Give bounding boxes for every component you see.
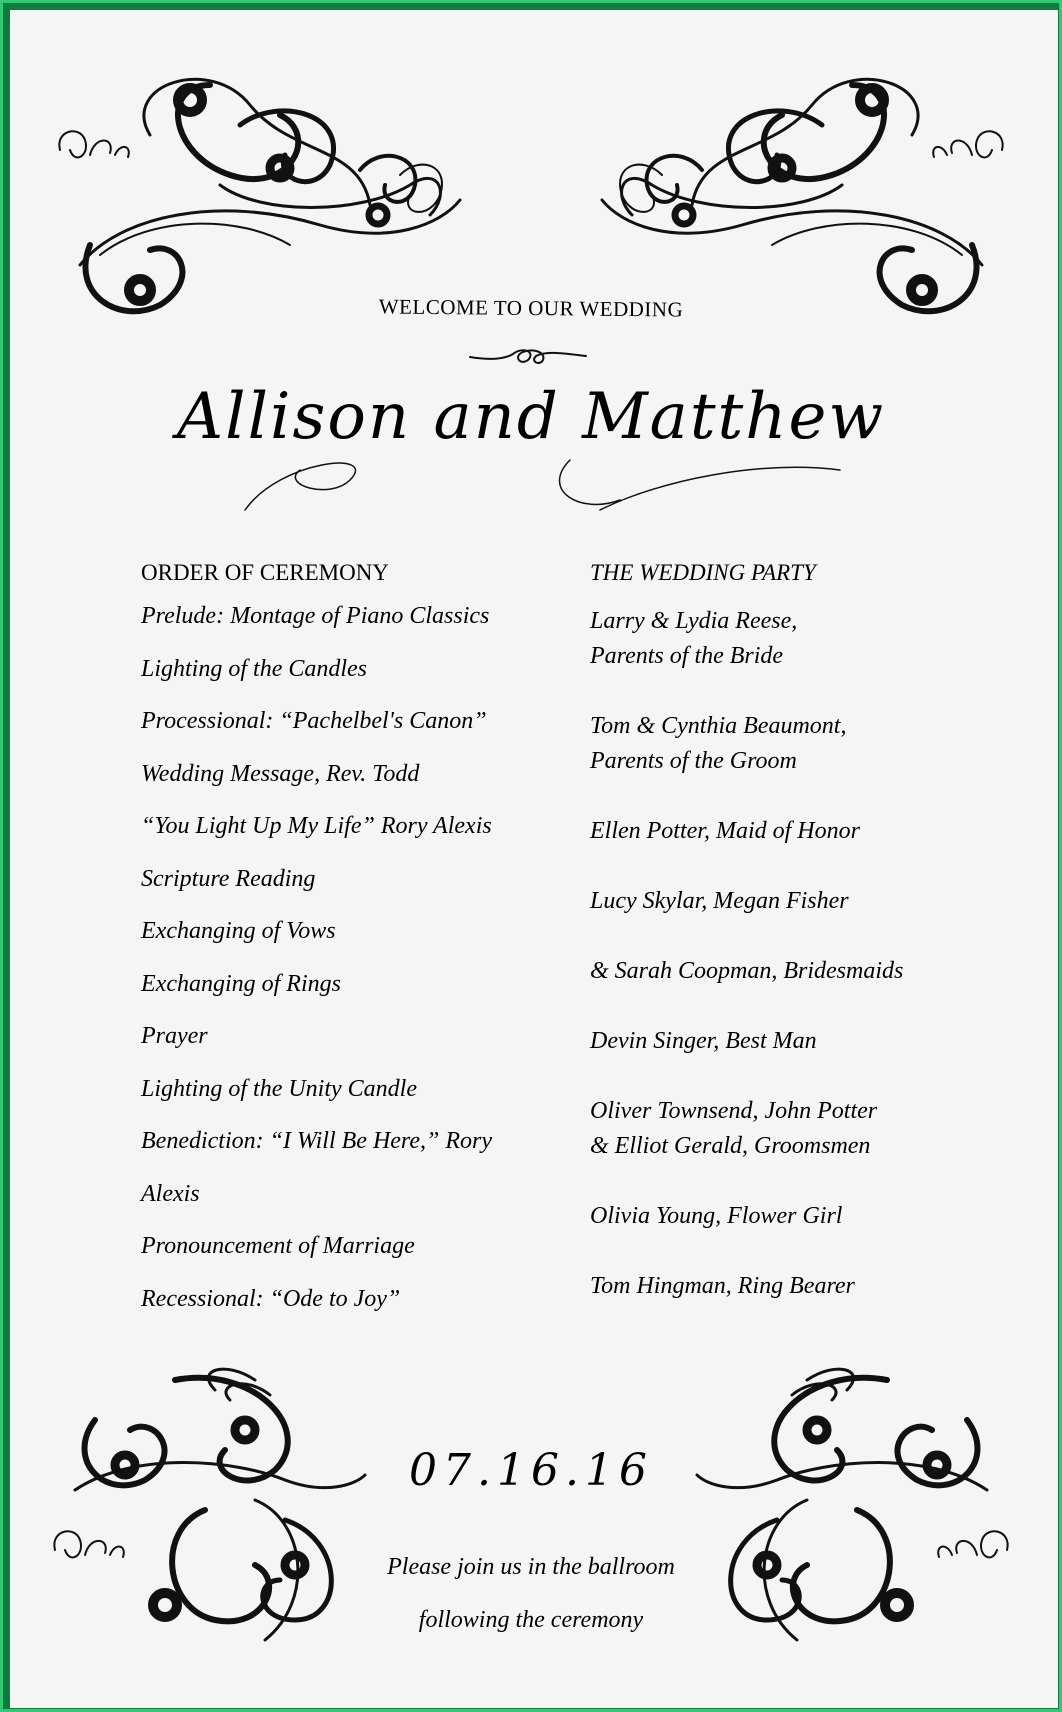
- ceremony-item: Prelude: Montage of Piano Classics: [141, 603, 490, 629]
- wedding-party-heading: THE WEDDING PARTY: [590, 560, 816, 585]
- party-entry-line: Olivia Young, Flower Girl: [590, 1203, 843, 1229]
- welcome-heading: WELCOME TO OUR WEDDING: [378, 294, 684, 322]
- wedding-date: 07.16.16: [409, 1445, 653, 1496]
- couple-names: Allison and Matthew: [176, 380, 886, 454]
- ceremony-item: Alexis: [141, 1180, 200, 1207]
- wedding-party-column: [590, 560, 1020, 1339]
- party-entry: [590, 709, 1020, 779]
- ceremony-item: Processional: “Pachelbel's Canon”: [141, 708, 487, 734]
- ceremony-item: Pronouncement of Marriage: [141, 1233, 415, 1259]
- party-entry: [590, 1094, 1020, 1164]
- ceremony-item: Scripture Reading: [141, 865, 316, 892]
- party-entry-line: Tom & Cynthia Beaumont,: [590, 713, 847, 739]
- party-entry: [590, 604, 1020, 674]
- ceremony-item: Exchanging of Rings: [141, 970, 341, 997]
- party-entry: [590, 814, 1020, 849]
- party-entry-line: Parents of the Bride: [590, 643, 784, 669]
- party-entry: [590, 884, 1020, 919]
- ceremony-item: Lighting of the Candles: [141, 655, 368, 682]
- party-entry: [590, 1199, 1020, 1234]
- party-entry: [590, 1269, 1020, 1304]
- ceremony-item: Lighting of the Unity Candle: [141, 1075, 417, 1102]
- ceremony-item: Wedding Message, Rev. Todd: [141, 760, 420, 787]
- reception-note-line-1: Please join us in the ballroom: [387, 1554, 675, 1580]
- party-entry-line: Parents of the Groom: [590, 748, 797, 774]
- reception-note-line-2: following the ceremony: [418, 1607, 644, 1633]
- ceremony-item: Prayer: [141, 1023, 208, 1049]
- party-entry: [590, 954, 1020, 989]
- party-entry: [590, 1024, 1020, 1059]
- party-entry-line: Ellen Potter, Maid of Honor: [590, 818, 860, 844]
- ceremony-item: Exchanging of Vows: [141, 918, 336, 944]
- party-entry-line: & Sarah Coopman, Bridesmaids: [590, 958, 904, 984]
- party-entry-line: Oliver Townsend, John Potter: [590, 1098, 878, 1124]
- names-underline-swash: [240, 440, 860, 520]
- ceremony-item: Recessional: “Ode to Joy”: [141, 1285, 401, 1312]
- party-entry-line: & Elliot Gerald, Groomsmen: [590, 1133, 871, 1159]
- order-of-ceremony-column: [141, 560, 561, 1339]
- order-of-ceremony-heading: ORDER OF CEREMONY: [141, 560, 389, 585]
- party-entry-line: Larry & Lydia Reese,: [590, 608, 798, 634]
- ceremony-item: Benediction: “I Will Be Here,” Rory: [141, 1128, 493, 1154]
- small-divider-flourish: [468, 342, 588, 372]
- ceremony-item: “You Light Up My Life” Rory Alexis: [141, 813, 492, 839]
- party-entry-line: Devin Singer, Best Man: [590, 1028, 817, 1054]
- party-entry-line: Tom Hingman, Ring Bearer: [590, 1273, 855, 1299]
- party-entry-line: Lucy Skylar, Megan Fisher: [590, 888, 849, 914]
